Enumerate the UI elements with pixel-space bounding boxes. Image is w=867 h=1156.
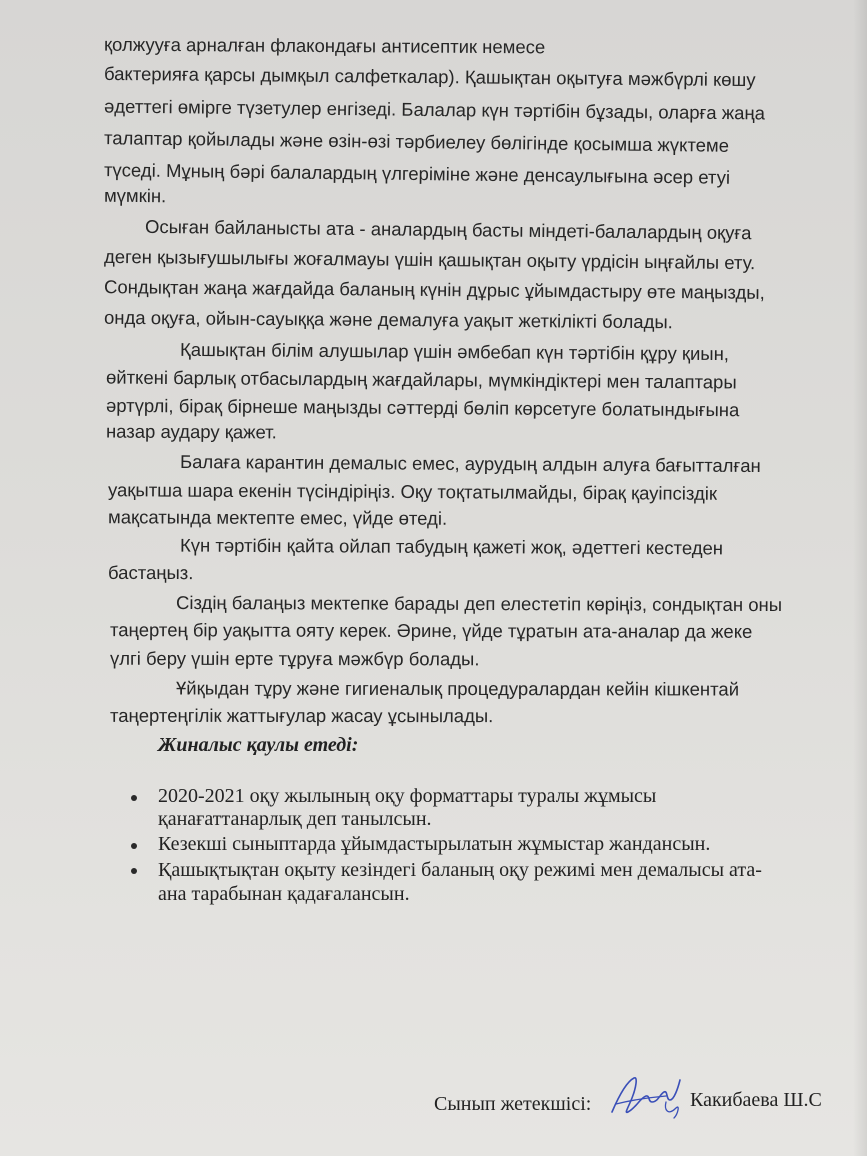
- text-line: Сондықтан жаңа жағдайда баланың күнін дұрыс ұйымдастыру өте маңызды,: [103, 276, 765, 303]
- text-line: таңертең бір уақытта ояту керек. Әрине, үйде тұратын ата-аналар да жеке: [109, 619, 753, 642]
- text-line: Ұйқыдан тұру және гигиеналық процедуралардан кейін кішкентай: [175, 677, 740, 700]
- bullet-item-line: Кезекші сыныптарда ұйымдастырылатын жұмыстар жандансын.: [158, 833, 711, 855]
- bullet-marker: [131, 868, 137, 874]
- resolution-title: Жиналыс қаулы етеді:: [158, 734, 359, 756]
- text-line: қолжууға арналған флакондағы антисептик немесе: [103, 33, 546, 58]
- text-line: Күн тәртібін қайта ойлап табудың қажеті жоқ, әдеттегі кестеден: [179, 534, 724, 559]
- text-line: Қашықтан білім алушылар үшін әмбебап күн тәртібін құру қиын,: [179, 338, 730, 365]
- signatory-name: Какибаева Ш.С: [690, 1089, 822, 1111]
- text-line: бактерияға қарсы дымқыл салфеткалар). Қашықтан оқытуға мәжбүрлі көшу: [103, 62, 756, 91]
- text-line: үлгі беру үшін ерте тұруға мәжбүр болады.: [109, 647, 480, 670]
- text-line: Сіздің балаңыз мектепке барады деп елестетіп көріңіз, сондықтан оны: [175, 591, 783, 616]
- text-line: бастаңыз.: [107, 561, 194, 584]
- text-line: мүмкін.: [103, 184, 167, 207]
- bullet-marker: [131, 795, 137, 801]
- handwritten-signature: [606, 1068, 688, 1126]
- text-line: назар аудару қажет.: [105, 420, 277, 443]
- bullet-item-line: ана тарабынан қадағалансын.: [158, 883, 410, 905]
- bullet-item-line: 2020-2021 оқу жылының оқу форматтары туралы жұмысы: [158, 785, 657, 807]
- text-line: әртүрлі, бірақ бірнеше маңызды сәттерді бөліп көрсетуге болатындығына: [105, 394, 740, 421]
- text-line: уақытша шара екенін түсіндіріңіз. Оқу тоқтатылмайды, бірақ қауіпсіздік: [107, 479, 718, 504]
- signature-label: Сынып жетекшісі:: [434, 1093, 592, 1115]
- bullet-item-line: Қашықтықтан оқыту кезіндегі баланың оқу режимі мен демалысы ата-: [158, 859, 762, 881]
- text-line: деген қызығушылығы жоғалмауы үшін қашықтан оқыту үрдісін ыңғайлы ету.: [103, 245, 756, 274]
- text-line: әдеттегі өмірге түзетулер енгізеді. Балалар күн тәртібін бұзады, оларға жаңа: [103, 95, 766, 124]
- text-line: талаптар қойылады және өзін-өзі тәрбиелеу бөлігінде қосымша жүктеме: [103, 127, 730, 156]
- text-line: түседі. Мұның бәрі балалардың үлгеріміне және денсаулығына әсер етуі: [103, 159, 731, 188]
- text-line: мақсатында мектепте емес, үйде өтеді.: [107, 506, 448, 529]
- bullet-item-line: қанағаттанарлық деп танылсын.: [158, 808, 432, 830]
- text-line: таңертеңгілік жаттығулар жасау ұсынылады.: [109, 704, 494, 727]
- text-line: өйткені барлық отбасылардың жағдайлары, мүмкіндіктері мен талаптары: [105, 366, 737, 393]
- bullet-marker: [131, 843, 137, 849]
- text-line: Осыған байланысты ата - аналардың басты міндеті-балалардың оқуға: [144, 215, 752, 244]
- text-line: онда оқуға, ойын-сауыққа және демалуға уақыт жеткілікті болады.: [103, 306, 673, 333]
- text-line: Балаға карантин демалыс емес, аурудың алдын алуға бағытталған: [179, 450, 761, 477]
